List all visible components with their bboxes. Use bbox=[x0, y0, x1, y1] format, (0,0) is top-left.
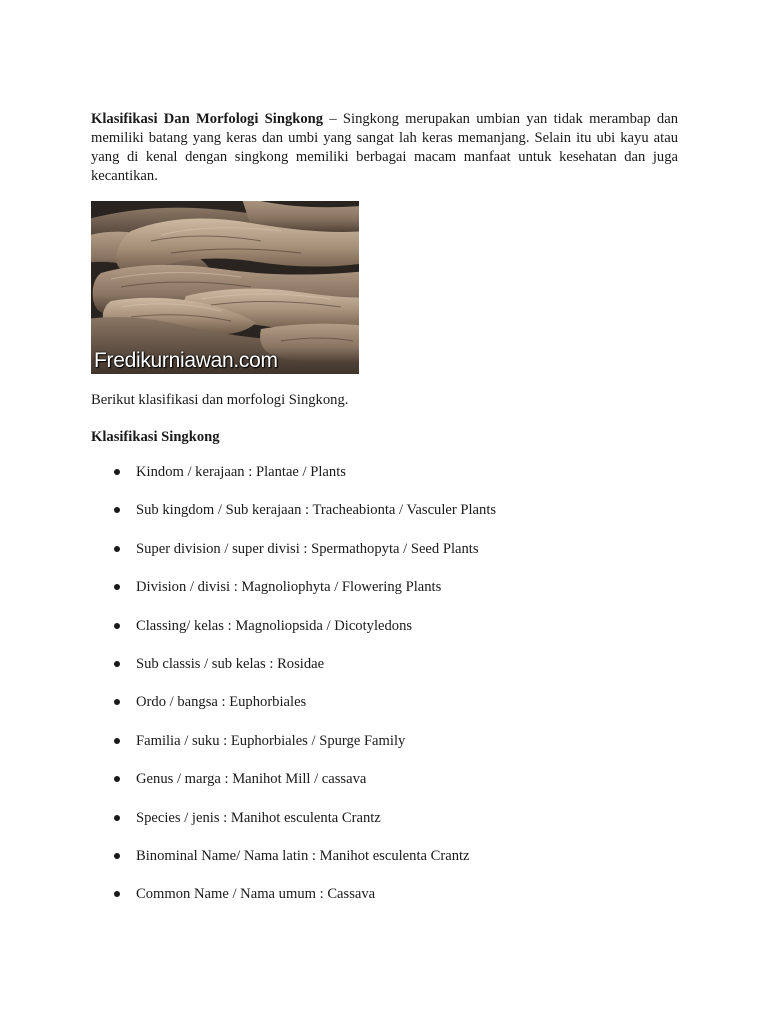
list-item bbox=[91, 501, 678, 539]
cassava-photo bbox=[91, 201, 359, 374]
list-item-text: Ordo / bangsa : Euphorbiales bbox=[136, 694, 307, 711]
lead-sentence: Berikut klasifikasi dan morfologi Singkong. bbox=[91, 392, 349, 408]
list-item bbox=[91, 655, 678, 693]
bullet-icon bbox=[114, 699, 120, 705]
bullet-icon bbox=[114, 853, 120, 859]
list-item bbox=[91, 693, 678, 731]
bullet-icon bbox=[114, 891, 120, 897]
list-item-text: Common Name / Nama umum : Cassava bbox=[136, 886, 376, 903]
section-title: Klasifikasi Singkong bbox=[91, 429, 220, 445]
list-item-text: Binominal Name/ Nama latin : Manihot esculenta Crantz bbox=[136, 847, 470, 864]
list-item-text: Division / divisi : Magnoliophyta / Flowering Plants bbox=[136, 579, 442, 596]
list-item-text: Super division / super divisi : Spermathopyta / Seed Plants bbox=[136, 540, 479, 557]
list-item bbox=[91, 885, 678, 923]
list-item bbox=[91, 770, 678, 808]
list-item bbox=[91, 540, 678, 578]
list-item bbox=[91, 809, 678, 847]
bullet-icon bbox=[114, 623, 120, 629]
list-item-text: Genus / marga : Manihot Mill / cassava bbox=[136, 771, 367, 788]
bullet-icon bbox=[114, 507, 120, 513]
bullet-icon bbox=[114, 815, 120, 821]
list-item-text: Classing/ kelas : Magnoliopsida / Dicotyledons bbox=[136, 617, 413, 634]
list-item-text: Sub classis / sub kelas : Rosidae bbox=[136, 655, 325, 672]
list-item-text: Species / jenis : Manihot esculenta Crantz bbox=[136, 809, 381, 826]
list-item bbox=[91, 578, 678, 616]
list-item bbox=[91, 463, 678, 501]
intro-title: Klasifikasi Dan Morfologi Singkong bbox=[91, 111, 324, 127]
bullet-icon bbox=[114, 738, 120, 744]
list-item bbox=[91, 732, 678, 770]
bullet-icon bbox=[114, 469, 120, 475]
bullet-icon bbox=[114, 661, 120, 667]
list-item-text: Kindom / kerajaan : Plantae / Plants bbox=[136, 464, 346, 480]
photo-watermark: Fredikurniawan.com bbox=[94, 349, 278, 372]
classification-list bbox=[91, 463, 678, 924]
intro-dash: – bbox=[323, 111, 343, 127]
intro-paragraph bbox=[91, 110, 678, 186]
bullet-icon bbox=[114, 584, 120, 590]
list-item bbox=[91, 617, 678, 655]
list-item-text: Familia / suku : Euphorbiales / Spurge Family bbox=[136, 732, 406, 749]
list-item-text: Sub kingdom / Sub kerajaan : Tracheabionta / Vasculer Plants bbox=[136, 502, 497, 519]
list-item bbox=[91, 847, 678, 885]
intro-text: Singkong merupakan umbian yan tidak merambap dan memiliki batang yang keras dan umbi yang sangat lah keras memanjang. Selain itu ubi kayu atau yang di kenal dengan singkong memiliki berbagai macam manfaat untuk kesehatan dan juga kecantikan. bbox=[91, 111, 678, 184]
bullet-icon bbox=[114, 776, 120, 782]
bullet-icon bbox=[114, 546, 120, 552]
